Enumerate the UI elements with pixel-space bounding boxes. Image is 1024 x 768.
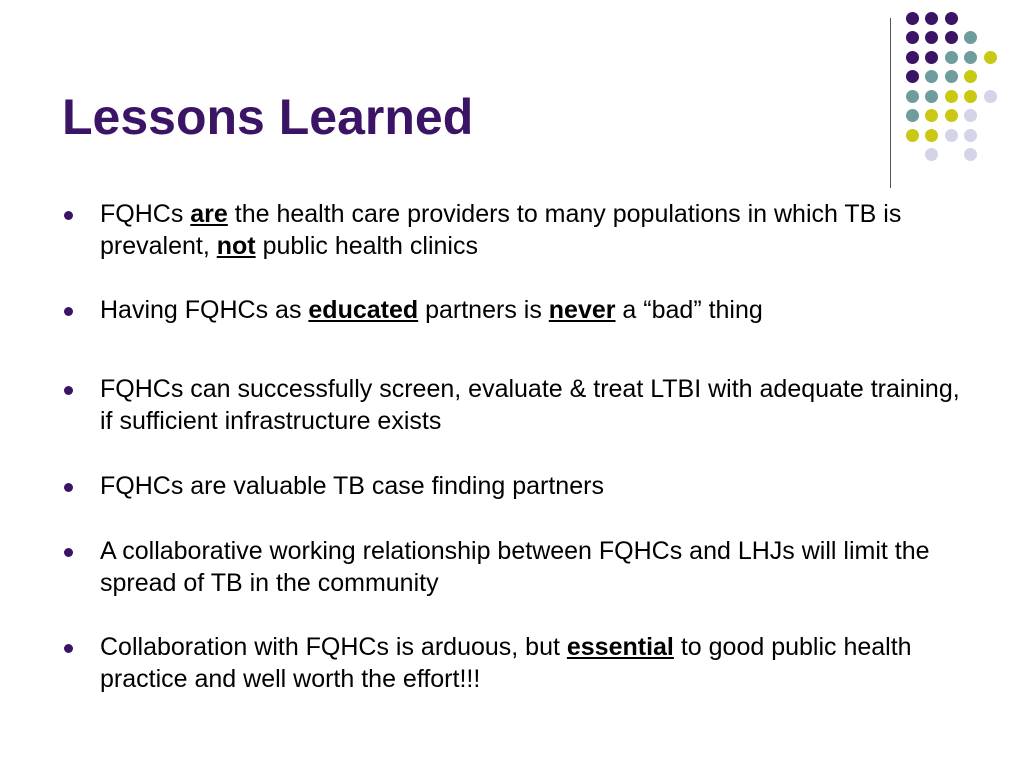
decorative-dot bbox=[945, 109, 958, 122]
decorative-dot bbox=[964, 148, 977, 161]
bullet-item bbox=[100, 294, 960, 326]
decorative-dot bbox=[984, 51, 997, 64]
decorative-dot bbox=[964, 31, 977, 44]
decorative-dot bbox=[925, 12, 938, 25]
decorative-dot bbox=[906, 51, 919, 64]
slide-title: Lessons Learned bbox=[62, 89, 474, 145]
decorative-dot bbox=[964, 90, 977, 103]
decorative-dot bbox=[964, 51, 977, 64]
bullet-icon bbox=[64, 548, 73, 557]
decorative-dot bbox=[906, 90, 919, 103]
decorative-dot bbox=[925, 148, 938, 161]
decorative-dot bbox=[925, 129, 938, 142]
decorative-dot bbox=[925, 51, 938, 64]
decorative-dot bbox=[906, 129, 919, 142]
decorative-dot bbox=[925, 109, 938, 122]
decorative-dot bbox=[945, 70, 958, 83]
decorative-dot bbox=[964, 70, 977, 83]
bullet-text: Having FQHCs as bbox=[100, 296, 309, 324]
bullet-item bbox=[100, 373, 960, 437]
bullet-text: FQHCs are valuable TB case finding partners bbox=[100, 472, 604, 500]
decorative-dot bbox=[964, 129, 977, 142]
bullet-icon bbox=[64, 307, 73, 316]
decorative-dot bbox=[925, 90, 938, 103]
bullet-icon bbox=[64, 644, 73, 653]
title-divider-line bbox=[890, 18, 891, 188]
decorative-dot bbox=[906, 109, 919, 122]
bullet-item bbox=[100, 631, 960, 695]
decorative-dot bbox=[925, 70, 938, 83]
bullet-text: FQHCs can successfully screen, evaluate & treat LTBI with adequate training, if sufficient infrastructure exists bbox=[100, 375, 960, 435]
decorative-dot bbox=[906, 70, 919, 83]
bullet-text: Collaboration with FQHCs is arduous, but bbox=[100, 633, 567, 661]
bullet-icon bbox=[64, 211, 73, 220]
decorative-dot bbox=[906, 31, 919, 44]
bullet-icon bbox=[64, 483, 73, 492]
bullet-emphasis: never bbox=[548, 296, 616, 324]
decorative-dot bbox=[906, 12, 919, 25]
bullet-emphasis: essential bbox=[566, 633, 674, 661]
decorative-dot bbox=[945, 51, 958, 64]
decorative-dot bbox=[945, 129, 958, 142]
decorative-dot bbox=[964, 109, 977, 122]
decorative-dot bbox=[945, 90, 958, 103]
bullet-icon bbox=[64, 386, 73, 395]
bullet-text: partners is bbox=[418, 296, 549, 324]
bullet-emphasis: are bbox=[190, 200, 228, 228]
bullet-item bbox=[100, 198, 960, 262]
bullet-item bbox=[100, 470, 960, 502]
decorative-dot bbox=[945, 12, 958, 25]
bullet-emphasis: educated bbox=[308, 296, 419, 324]
bullet-text: FQHCs bbox=[100, 200, 191, 228]
bullet-text: public health clinics bbox=[255, 232, 478, 260]
decorative-dot bbox=[984, 90, 997, 103]
bullet-emphasis: not bbox=[216, 232, 256, 260]
decorative-dot bbox=[925, 31, 938, 44]
bullet-text: A collaborative working relationship between FQHCs and LHJs will limit the spread of TB in the community bbox=[100, 537, 930, 597]
decorative-dot bbox=[945, 31, 958, 44]
bullet-item bbox=[100, 535, 960, 599]
bullet-text: to good public health practice and well worth the effort!!! bbox=[100, 633, 912, 693]
bullet-text: a “bad” thing bbox=[615, 296, 763, 324]
bullet-text: the health care providers to many populations in which TB is prevalent, bbox=[100, 200, 902, 260]
